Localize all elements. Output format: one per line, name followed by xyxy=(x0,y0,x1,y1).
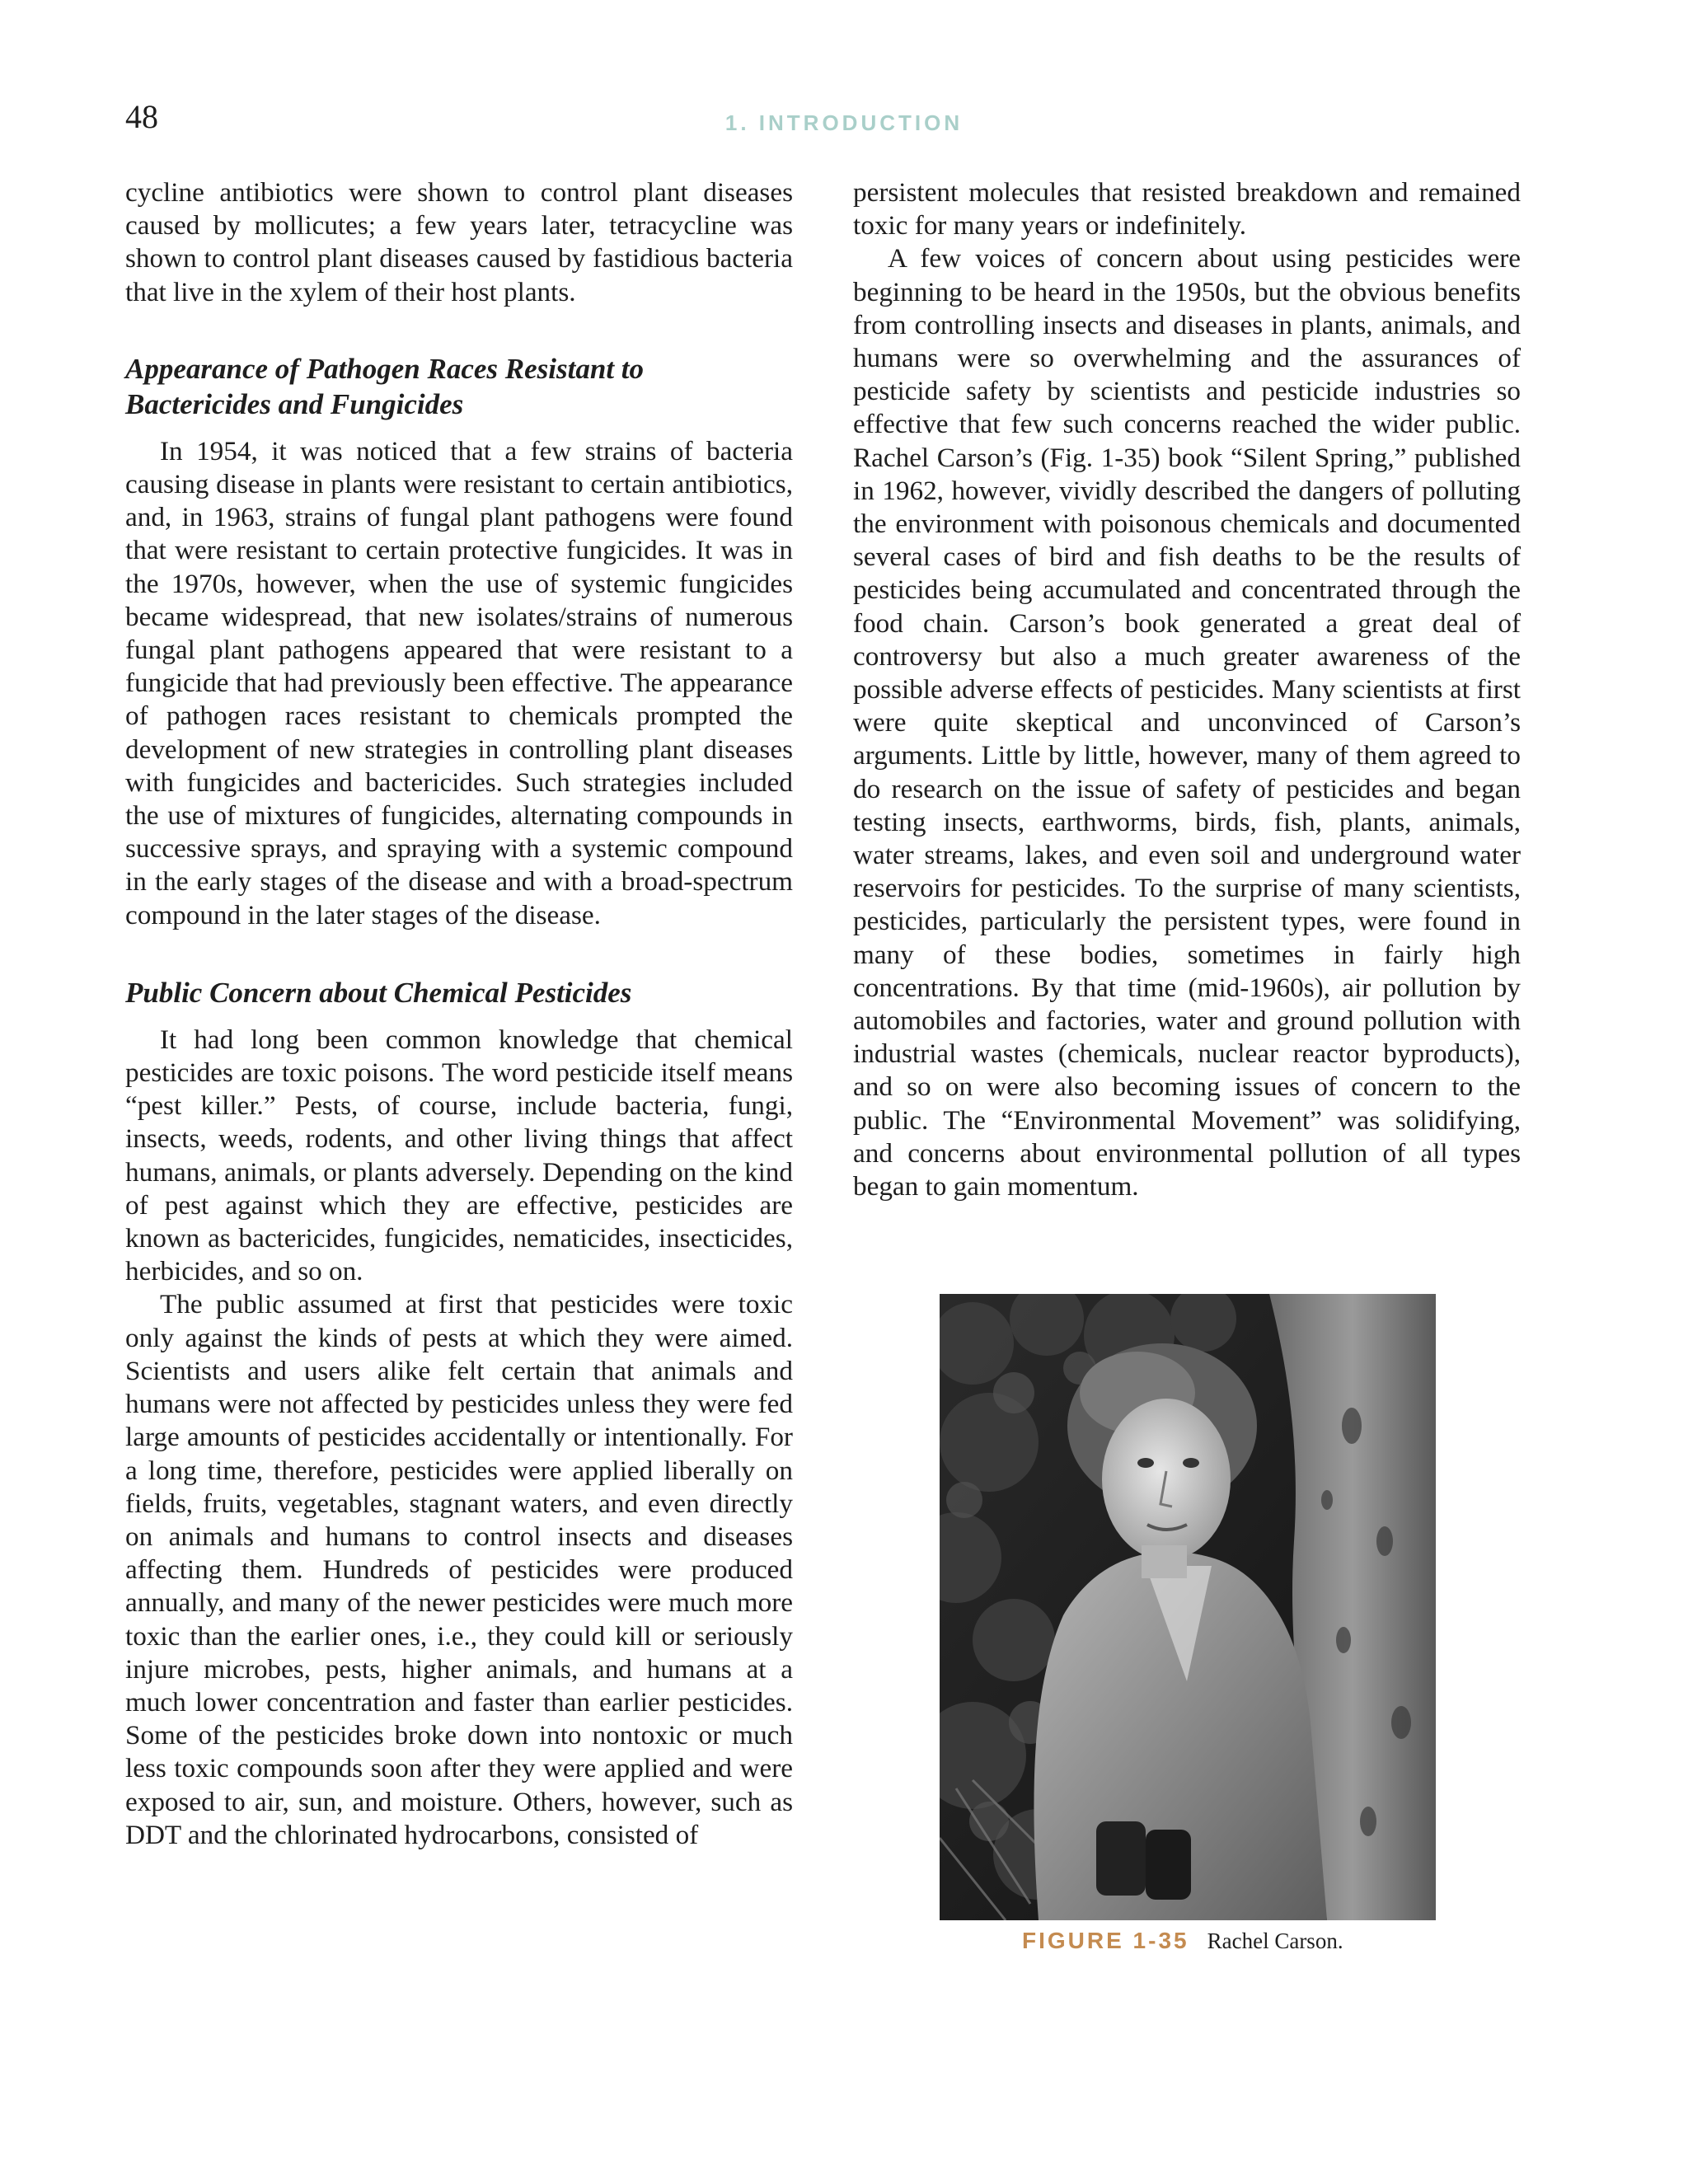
body-paragraph: A few voices of concern about using pesticides were beginning to be heard in the 1950s, but the obvious benefits from controlling insects and diseases in plants, animals, and humans were so overwhelming and the assurances of pesticide safety by scientists and pesticide industries so effective that few such concerns reached the wider public. Rachel Carson’s (Fig. 1-35) book “Silent Spring,” published in 1962, however, vividly described the dangers of polluting the environment with poisonous chemicals and documented several cases of bird and fish deaths to be the results of pesticides being accumulated and concentrated through the food chain. Carson’s book generated a great deal of controversy but also a much greater awareness of the possible adverse effects of pesticides. Many scientists at first were quite skeptical and unconvinced of Carson’s arguments. Little by little, however, many of them agreed to do research on the issue of safety of pesticides and began testing insects, earthworms, birds, fish, plants, animals, water streams, lakes, and even soil and underground water reservoirs for pesticides. To the surprise of many scientists, pesticides, particularly the persistent types, were found in many of these bodies, sometimes in fairly high concentrations. By that time (mid-1960s), air pollution by automobiles and factories, water and ground pollution with industrial wastes (chemicals, nuclear reactor byproducts), and so on were also becoming issues of concern to the public. The “Environmental Movement” was solidifying, and concerns about environmental pollution of all types began to gain momentum. xyxy=(853,243,1521,1202)
body-paragraph: persistent molecules that resisted breakdown and remained toxic for many years or indefinitely. xyxy=(853,177,1521,241)
portrait-illustration xyxy=(940,1294,1436,1920)
section-heading: Public Concern about Chemical Pesticides xyxy=(125,976,632,1009)
body-paragraph: cycline antibiotics were shown to control plant diseases caused by mollicutes; a few years later, tetracycline was shown to control plant diseases caused by fastidious bacteria that live in the xylem of their host plants. xyxy=(125,177,793,307)
body-paragraph: In 1954, it was noticed that a few strains of bacteria causing disease in plants were resistant to certain antibiotics, and, in 1963, strains of fungal plant pathogens were found that were resistant to certain protective fungicides. It was in the 1970s, however, when the use of systemic fungicides became widespread, that new isolates/strains of numerous fungal plant pathogens appeared that were resistant to a fungicide that had previously been effective. The appearance of pathogen races resistant to chemicals prompted the development of new strategies in controlling plant diseases with fungicides and bactericides. Such strategies included the use of mixtures of fungicides, alternating compounds in successive sprays, and spraying with a systemic compound in the early stages of the disease and with a broad-spectrum compound in the later stages of the disease. xyxy=(125,435,793,930)
figure-photo-rachel-carson xyxy=(940,1294,1436,1920)
body-paragraph: It had long been common knowledge that chemical pesticides are toxic poisons. The word pesticide itself means “pest killer.” Pests, of course, include bacteria, fungi, insects, weeds, rodents, and other living things that affect humans, animals, or plants adversely. Depending on the kind of pest against which they are effective, pesticides are known as bactericides, fungicides, nematicides, insecticides, herbicides, and so on. xyxy=(125,1024,793,1287)
figure-caption-text: Rachel Carson. xyxy=(1207,1929,1343,1953)
running-head: 1. INTRODUCTION xyxy=(724,110,964,135)
section-heading-line: Appearance of Pathogen Races Resistant to xyxy=(125,352,645,385)
figure-label: FIGURE 1-35 xyxy=(1022,1928,1189,1953)
page-number: 48 xyxy=(125,98,158,135)
section-heading-line: Bactericides and Fungicides xyxy=(125,387,464,420)
section-heading xyxy=(125,351,793,422)
left-column xyxy=(125,176,793,1852)
body-paragraph: The public assumed at first that pesticides were toxic only against the kinds of pests at which they were aimed. Scientists and users alike felt certain that animals and humans were not affected by pesticides unless they were fed large amounts of pesticides accidentally or intentionally. For a long time, therefore, pesticides were applied liberally on fields, fruits, vegetables, stagnant waters, and even directly on animals and humans to control insects and diseases affecting them. Hundreds of pesticides were produced annually, and many of the newer pesticides were much more toxic than the earlier ones, i.e., they could kill or seriously injure microbes, pests, higher animals, and humans at a much lower concentration and faster than earlier pesticides. Some of the pesticides broke down into nontoxic or much less toxic compounds soon after they were applied and were exposed to air, sun, and moisture. Others, however, such as DDT and the chlorinated hydrocarbons, consisted of xyxy=(125,1289,793,1850)
figure-caption xyxy=(1022,1927,1343,1955)
right-column xyxy=(853,176,1521,1203)
